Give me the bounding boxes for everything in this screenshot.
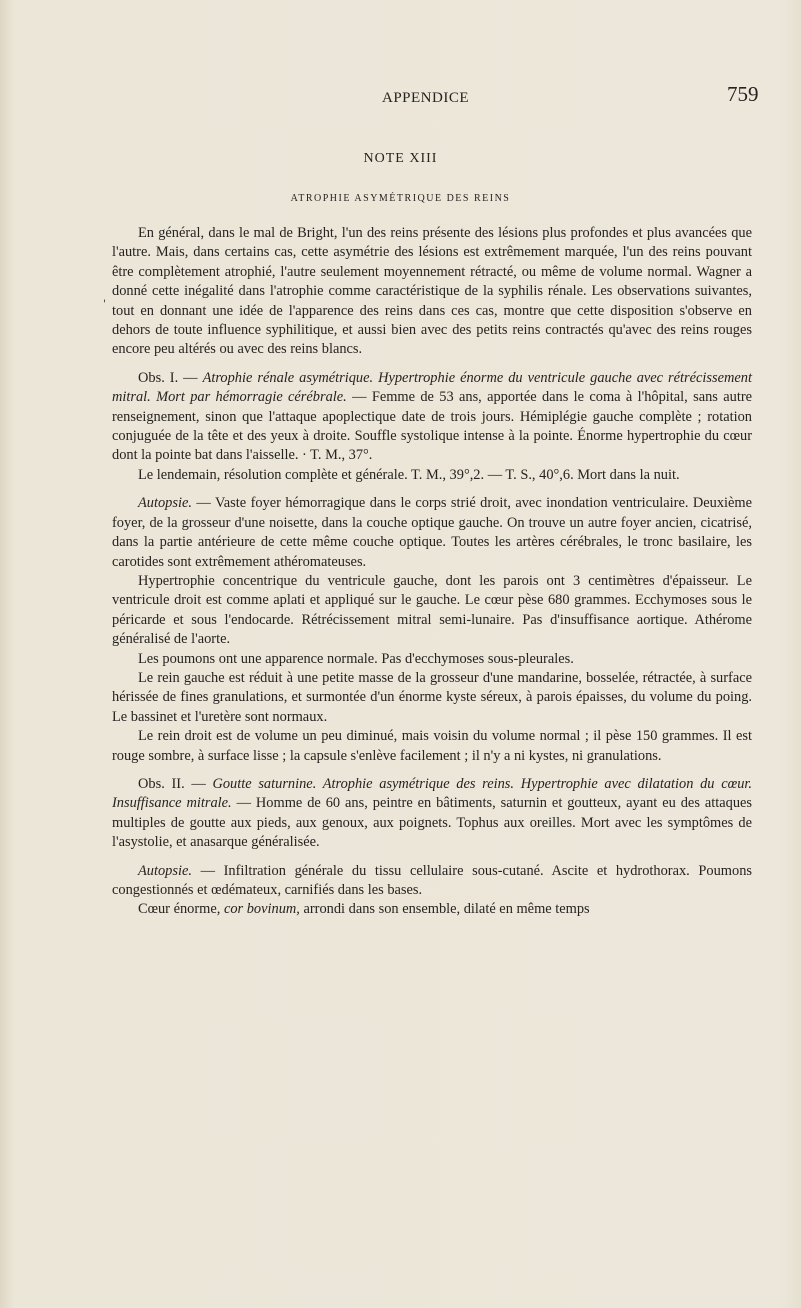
obs2-title: Goutte saturnine. Atrophie asymétrique des reins. Hypertrophie avec dilatation du cœur. Insuffisance mitrale.	[112, 775, 752, 812]
running-head-title: APPENDICE	[382, 90, 470, 106]
obs1-title: Atrophie rénale asymétrique. Hypertrophie énorme du ventricule gauche avec rétrécissement mitral. Mort par hémorragie cérébrale.	[112, 369, 752, 406]
page-number: 759	[727, 82, 759, 106]
obs1-text: — Femme de 53 ans, apportée dans le coma à l'hôpital, sans autre renseignement, sinon que l'attaque apoplectique date de trois jours. Hémiplégie gauche complète ; rotation conjuguée de la tête et des yeux à droite. Souffle systolique intense à la pointe. Énorme hypertrophie du cœur dont la pointe bat dans l'aisselle. · T. M., 37°.	[112, 389, 752, 464]
obs1-lungs: Les poumons ont une apparence normale. Pas d'ecchymoses sous-pleurales.	[138, 650, 574, 667]
obs1-heart: Hypertrophie concentrique du ventricule gauche, dont les parois ont 3 centimètres d'épaisseur. Le ventricule droit est comme aplati et appliqué sur le gauche. Le cœur pèse 680 grammes. Ecchymoses sous le péricarde et sous l'endocarde. Rétrécissement mitral semi-lunaire. Pas d'insuffisance aortique. Athérome généralisé de l'aorte.	[112, 572, 752, 648]
margin-dot: '	[103, 299, 106, 310]
obs1-right-kidney: Le rein droit est de volume un peu diminué, mais voisin du volume normal ; il pèse 150 grammes. Il est rouge sombre, à surface lisse ; la capsule s'enlève facilement ; il n'y a ni kystes, ni granulations.	[112, 728, 752, 764]
obs2-heart-end: arrondi dans son ensemble, dilaté en même temps	[303, 901, 590, 918]
obs1-autopsy-text: — Vaste foyer hémorragique dans le corps strié droit, avec inondation ventriculaire. Deuxième foyer, de la grosseur d'une noisette, dans la couche optique gauche. On trouve un autre foyer ancien, cicatrisé, dans la partie antérieure de cette même couche optique. Toutes les artères cérébrales, le tronc basilaire, les carotides sont extrêmement athéromateuses.	[112, 495, 752, 570]
obs1-autopsy-label: Autopsie.	[138, 495, 192, 512]
obs1-autopsy-paragraph	[112, 494, 752, 572]
obs2-heart-latin: cor bovinum,	[223, 901, 300, 918]
obs2-autopsy-text: — Infiltration générale du tissu cellulaire sous-cutané. Ascite et hydrothorax. Poumons congestionnés et œdémateux, carnifiés dans les bases.	[112, 862, 752, 898]
obs1-heading-paragraph	[112, 369, 752, 466]
obs2-label: Obs. II. —	[138, 775, 206, 792]
obs2-text: — Homme de 60 ans, peintre en bâtiments, saturnin et goutteux, ayant eu des attaques multiples de goutte aux pieds, aux genoux, aux poignets. Tophus aux oreilles. Mort avec les symptômes de l'asystolie, et anasarque généralisée.	[112, 795, 752, 851]
obs1-label: Obs. I. —	[138, 369, 198, 386]
body-text	[112, 224, 752, 920]
note-title: NOTE XIII	[363, 151, 438, 166]
obs2-autopsy-paragraph	[112, 862, 752, 901]
running-head	[0, 82, 801, 112]
obs1-left-kidney: Le rein gauche est réduit à une petite masse de la grosseur d'une mandarine, bosselée, rétractée, à surface hérissée de fines granulations, et surmontée d'un énorme kyste séreux, à parois épaisses, du volume du poing. Le bassinet et l'uretère sont normaux.	[112, 669, 752, 725]
obs2-heart-start: Cœur énorme,	[138, 901, 221, 918]
obs1-next-day: Le lendemain, résolution complète et générale. T. M., 39°,2. — T. S., 40°,6. Mort dans la nuit.	[138, 466, 680, 483]
obs2-autopsy-label: Autopsie.	[138, 862, 192, 879]
note-subtitle: ATROPHIE ASYMÉTRIQUE DES REINS	[290, 193, 511, 204]
intro-paragraph: En général, dans le mal de Bright, l'un des reins présente des lésions plus profondes et plus avancées que l'autre. Mais, dans certains cas, cette asymétrie des lésions est extrêmement marquée, l'un des reins pouvant être complètement atrophié, l'autre seulement moyennement rétracté, ou même de volume normal. Wagner a donné cette inégalité dans l'atrophie comme caractéristique de la syphilis rénale. Les observations suivantes, tout en donnant une idée de l'apparence des reins dans ces cas, montre que cette disposition s'observe en dehors de toute influence syphilitique, et aussi bien avec des petits reins contractés qu'avec des reins rouges encore peu altérés ou avec des reins blancs.	[112, 225, 752, 358]
obs2-heart-paragraph	[112, 900, 752, 919]
obs2-heading-paragraph	[112, 775, 752, 853]
